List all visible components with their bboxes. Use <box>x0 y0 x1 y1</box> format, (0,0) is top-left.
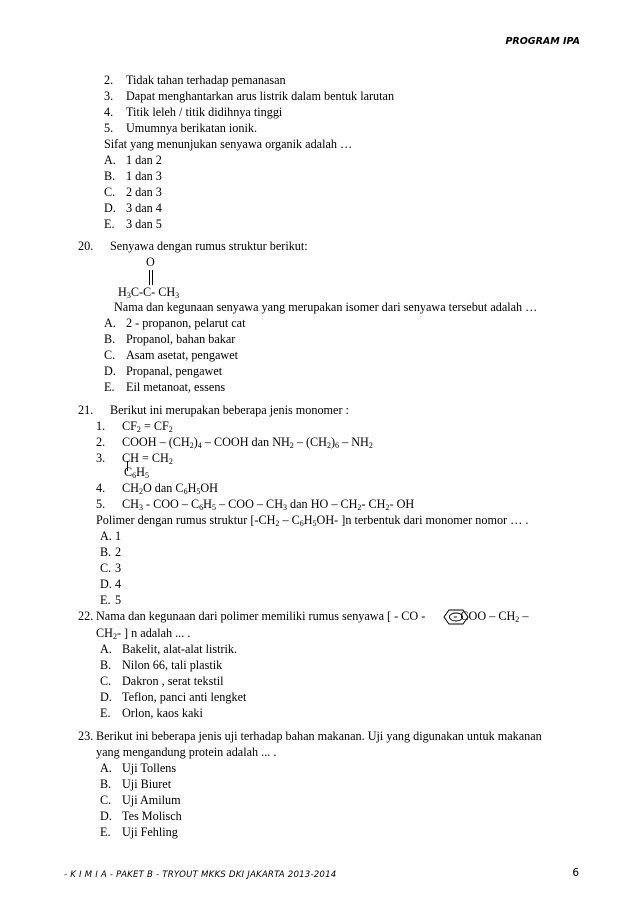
q20-struct-oxygen: O <box>146 255 155 269</box>
footer-exam-info: - K I M I A - PAKET B - TRYOUT MKKS DKI JAKARTA 2013-2014 <box>64 870 337 880</box>
q23-option-e[interactable]: E. Uji Fehling <box>100 825 178 839</box>
q20-double-bond <box>149 270 151 285</box>
q22-option-a[interactable]: A. Bakelit, alat-alat listrik. <box>100 642 238 656</box>
q21-monomer-2: 2. COOH – $(CH_2)_4$ – COOH dan $NH_2 - (CH_2)_6 - NH_2$ <box>96 435 373 450</box>
q20-option-e[interactable]: E. Eil metanoat, essens <box>104 380 226 394</box>
q23-stem: 23. Berikut ini beberapa jenis uji terhadap bahan makanan. Uji yang digunakan untuk makanan <box>78 729 542 743</box>
q19-item-5: 5. Umumnya berikatan ionik. <box>104 121 257 135</box>
q19-option-c[interactable]: C. 2 dan 3 <box>104 185 162 199</box>
q21-monomer-5: 5. $CH_3$ - COO – $C_6H_5$ – COO – $CH_3$ dan HO – $CH_2-$ $CH_2-$ OH <box>96 497 415 512</box>
q20-prompt: Nama dan kegunaan senyawa yang merupakan isomer dari senyawa tersebut adalah … <box>114 300 538 314</box>
q21-prompt: Polimer dengan rumus struktur [$-CH_2 - C_6H_5OH-$ ]n terbentuk dari monomer nomor … . <box>96 513 529 528</box>
benzene-ring-icon <box>443 609 469 625</box>
q21-monomer-3-substituent: $C_6H_5$ <box>124 465 149 480</box>
q20-option-c[interactable]: C. Asam asetat, pengawet <box>104 348 239 362</box>
q23-stem-cont: yang mengandung protein adalah ... . <box>96 745 277 759</box>
q21-option-d[interactable]: D. 4 <box>100 577 122 591</box>
q20-double-bond-2 <box>152 270 154 285</box>
q21-option-a[interactable]: A. 1 <box>100 529 122 543</box>
q23-option-b[interactable]: B. Uji Biuret <box>100 777 172 791</box>
q19-option-e[interactable]: E. 3 dan 5 <box>104 217 162 231</box>
q22-option-e[interactable]: E. Orlon, kaos kaki <box>100 706 203 720</box>
q21-monomer-3: 3. CH = $CH_2$ <box>96 451 173 466</box>
q19-option-a[interactable]: A. 1 dan 2 <box>104 153 162 167</box>
q20-stem: 20. Senyawa dengan rumus struktur berikut: <box>78 239 308 253</box>
q19-item-3: 3. Dapat menghantarkan arus listrik dalam bentuk larutan <box>104 89 395 103</box>
q21-monomer-4: 4. $CH_2O$ dan $C_6H_5OH$ <box>96 481 218 496</box>
header-program: PROGRAM IPA <box>505 36 580 47</box>
q22-option-c[interactable]: C. Dakron , serat tekstil <box>100 674 224 688</box>
q19-option-d[interactable]: D. 3 dan 4 <box>104 201 162 215</box>
q23-option-d[interactable]: D. Tes Molisch <box>100 809 182 823</box>
q21-option-e[interactable]: E. 5 <box>100 593 122 607</box>
q21-monomer-1: 1. $CF_2 = CF_2$ <box>96 419 173 434</box>
q22-stem: 22. Nama dan kegunaan dari polimer memiliki rumus senyawa [ - CO - - COO – $CH_2$ – <box>78 609 529 624</box>
q21-option-b[interactable]: B. 2 <box>100 545 122 559</box>
q20-option-b[interactable]: B. Propanol, bahan bakar <box>104 332 236 346</box>
q23-option-a[interactable]: A. Uji Tollens <box>100 761 177 775</box>
q19-prompt: Sifat yang menunjukan senyawa organik adalah … <box>104 137 353 151</box>
q21-option-c[interactable]: C. 3 <box>100 561 122 575</box>
q19-item-2: 2. Tidak tahan terhadap pemanasan <box>104 73 286 87</box>
q20-struct-formula: $H_3C-C-$ $CH_3$ <box>118 285 180 300</box>
q22-option-d[interactable]: D. Teflon, panci anti lengket <box>100 690 247 704</box>
page-number: 6 <box>572 867 579 879</box>
q22-stem-cont: $CH_2-$ ] n adalah ... . <box>96 626 191 641</box>
q22-option-b[interactable]: B. Nilon 66, tali plastik <box>100 658 223 672</box>
q20-option-a[interactable]: A. 2 - propanon, pelarut cat <box>104 316 246 330</box>
q21-stem: 21. Berikut ini merupakan beberapa jenis monomer : <box>78 403 349 417</box>
q19-option-b[interactable]: B. 1 dan 3 <box>104 169 162 183</box>
q20-option-d[interactable]: D. Propanal, pengawet <box>104 364 223 378</box>
q23-option-c[interactable]: C. Uji Amilum <box>100 793 181 807</box>
q19-item-4: 4. Titik leleh / titik didihnya tinggi <box>104 105 283 119</box>
